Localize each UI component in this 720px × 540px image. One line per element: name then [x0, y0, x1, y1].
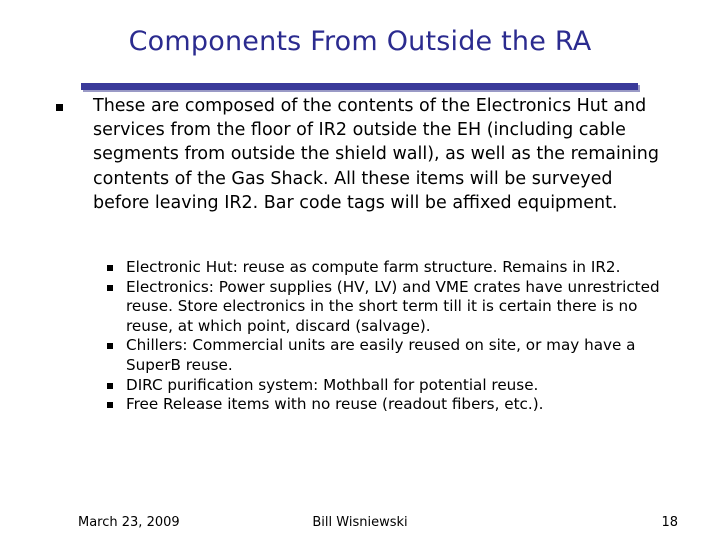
sub-bullet-item-chillers [107, 336, 687, 375]
sub-bullet-list [107, 258, 687, 415]
footer-author: Bill Wisniewski [312, 515, 408, 530]
sub-bullet-item-free-release [107, 395, 687, 415]
sub-bullet-item-electronics [107, 278, 687, 337]
footer-date: March 23, 2009 [78, 515, 180, 530]
square-bullet-icon [107, 383, 113, 389]
sub-bullet-text: Electronic Hut: reuse as compute farm structure. Remains in IR2. [126, 258, 621, 276]
sub-bullet-text: Chillers: Commercial units are easily reused on site, or may have a SuperB reuse. [126, 336, 636, 374]
square-bullet-icon [107, 285, 113, 291]
square-bullet-icon [107, 402, 113, 408]
square-bullet-icon [107, 265, 113, 271]
sub-bullet-item-dirc [107, 376, 687, 396]
slide-title: Components From Outside the RA [128, 26, 592, 57]
square-bullet-icon [107, 343, 113, 349]
sub-bullet-item-electronic-hut [107, 258, 687, 278]
sub-bullet-text: DIRC purification system: Mothball for potential reuse. [126, 375, 539, 394]
square-bullet-icon [56, 104, 63, 111]
sub-bullet-text: Free Release items with no reuse (readout fibers, etc.). [126, 395, 544, 414]
page-number: 18 [661, 515, 678, 530]
title-underline-rule [81, 83, 638, 90]
sub-bullet-text: Electronics: Power supplies (HV, LV) and VME crates have unrestricted reuse. Store electronics in the short term till it is certain there is no reuse, at which point, discard (salvage). [126, 277, 660, 335]
main-bullet-text: These are composed of the contents of the Electronics Hut and services from the floor of IR2 outside the EH (including cable segments from outside the shield wall), as well as the remaining contents of the Gas Shack. All these items will be surveyed before leaving IR2. Bar code tags will be affixed equipment. [93, 96, 659, 213]
